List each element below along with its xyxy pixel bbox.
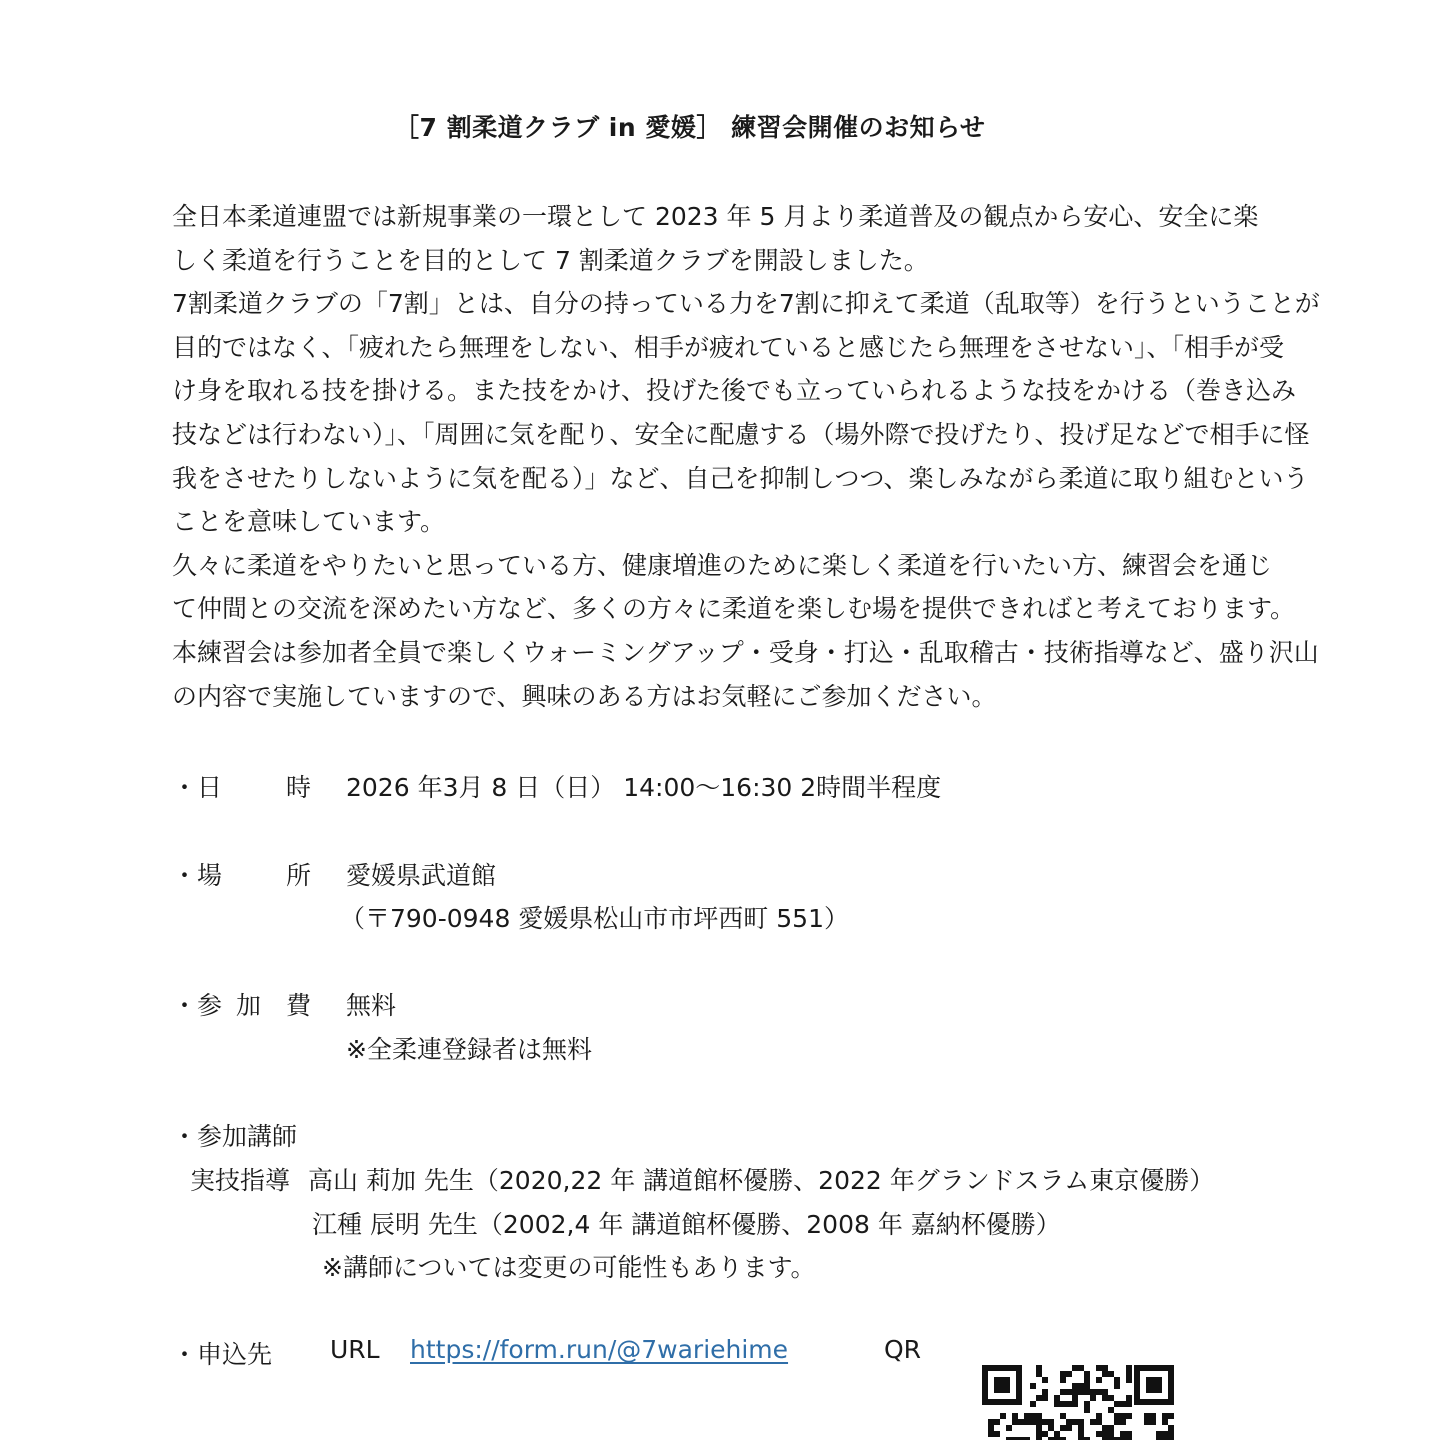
fee-label-part: 費 bbox=[286, 991, 312, 1020]
qr-module bbox=[1060, 1401, 1066, 1407]
qr-module bbox=[1144, 1419, 1150, 1425]
qr-module bbox=[1078, 1431, 1084, 1437]
apply-label: ・申込先 bbox=[172, 1340, 273, 1369]
qr-module bbox=[1066, 1389, 1072, 1395]
qr-module bbox=[1060, 1389, 1066, 1395]
qr-module bbox=[1102, 1371, 1108, 1377]
qr-module bbox=[994, 1419, 1000, 1425]
qr-module bbox=[1024, 1419, 1030, 1425]
qr-module bbox=[1036, 1413, 1042, 1419]
intro-line: 7割柔道クラブの「7割」とは、自分の持っている力を7割に抑えて柔道（乱取等）を行うということが bbox=[172, 289, 1320, 319]
qr-module bbox=[1090, 1395, 1096, 1401]
qr-module bbox=[1162, 1431, 1168, 1437]
intro-paragraph bbox=[172, 195, 1320, 718]
qr-module bbox=[1084, 1383, 1090, 1389]
qr-module bbox=[1060, 1377, 1066, 1383]
intro-line: しく柔道を行うことを目的として 7 割柔道クラブを開設しました。 bbox=[172, 245, 929, 275]
qr-module bbox=[1054, 1395, 1060, 1401]
qr-module bbox=[1054, 1401, 1060, 1407]
qr-module bbox=[1006, 1425, 1012, 1431]
qr-module bbox=[1126, 1371, 1132, 1377]
qr-module bbox=[1108, 1425, 1114, 1431]
venue-label-part: ・場 bbox=[172, 861, 223, 890]
datetime-value: 2026 年3月 8 日（日） 14:00～16:30 2時間半程度 bbox=[346, 773, 942, 802]
qr-module bbox=[994, 1431, 1000, 1437]
qr-module bbox=[1030, 1413, 1036, 1419]
qr-module bbox=[1126, 1365, 1132, 1371]
qr-label: QR bbox=[884, 1335, 922, 1364]
qr-module bbox=[1126, 1377, 1132, 1383]
qr-module bbox=[1036, 1365, 1042, 1371]
qr-module bbox=[1150, 1413, 1156, 1419]
instructor-item: 高山 莉加 先生（2020,22 年 講道館杯優勝、2022 年グランドスラム東京優勝） bbox=[308, 1166, 1215, 1195]
venue-name: 愛媛県武道館 bbox=[346, 861, 497, 890]
qr-module bbox=[1102, 1389, 1108, 1395]
qr-module bbox=[1120, 1413, 1126, 1419]
fee-value: 無料 bbox=[346, 991, 397, 1020]
qr-module bbox=[1042, 1377, 1048, 1383]
qr-module bbox=[1108, 1371, 1114, 1377]
intro-line: 我をさせたりしないように気を配る）」など、自己を抑制しつつ、楽しみながら柔道に取り組むという bbox=[172, 463, 1309, 493]
qr-module bbox=[1072, 1365, 1078, 1371]
qr-module bbox=[1108, 1395, 1114, 1401]
qr-module bbox=[1120, 1401, 1126, 1407]
qr-module bbox=[1072, 1383, 1078, 1389]
qr-module bbox=[1084, 1377, 1090, 1383]
qr-module bbox=[1126, 1401, 1132, 1407]
qr-module bbox=[1156, 1431, 1162, 1437]
qr-module bbox=[1102, 1365, 1108, 1371]
qr-module bbox=[1000, 1413, 1006, 1419]
qr-code[interactable] bbox=[980, 1363, 1176, 1440]
qr-module bbox=[1126, 1431, 1132, 1437]
qr-module bbox=[1096, 1413, 1102, 1419]
qr-module bbox=[988, 1431, 994, 1437]
qr-module bbox=[1108, 1407, 1114, 1413]
qr-module bbox=[1036, 1395, 1042, 1401]
intro-line: て仲間との交流を深めたい方など、多くの方々に柔道を楽しむ場を提供できればと考えております。 bbox=[172, 594, 1296, 624]
qr-module bbox=[1126, 1395, 1132, 1401]
venue-label-part: 所 bbox=[286, 861, 312, 890]
qr-module bbox=[1144, 1413, 1150, 1419]
qr-module bbox=[1096, 1419, 1102, 1425]
application-url-link[interactable]: https://form.run/@7wariehime bbox=[410, 1335, 789, 1364]
qr-module bbox=[1036, 1431, 1042, 1437]
qr-module bbox=[1108, 1431, 1114, 1437]
qr-module bbox=[1060, 1413, 1066, 1419]
qr-module bbox=[1150, 1419, 1156, 1425]
qr-module bbox=[1096, 1389, 1102, 1395]
qr-module bbox=[1114, 1377, 1120, 1383]
datetime-label-part: 時 bbox=[286, 773, 312, 802]
qr-module bbox=[1078, 1383, 1084, 1389]
qr-module bbox=[1042, 1395, 1048, 1401]
qr-module bbox=[1060, 1371, 1066, 1377]
qr-module bbox=[1030, 1401, 1036, 1407]
qr-module bbox=[1102, 1395, 1108, 1401]
qr-module bbox=[1072, 1419, 1078, 1425]
instructor-item: 江種 辰明 先生（2002,4 年 講道館杯優勝、2008 年 嘉納杯優勝） bbox=[312, 1210, 1061, 1239]
qr-module bbox=[1030, 1383, 1036, 1389]
qr-module bbox=[1066, 1401, 1072, 1407]
qr-module bbox=[1114, 1383, 1120, 1389]
qr-module bbox=[1114, 1401, 1120, 1407]
fee-note: ※全柔連登録者は無料 bbox=[346, 1035, 592, 1064]
fee-label-part: 加 bbox=[236, 991, 262, 1020]
qr-module bbox=[988, 1425, 994, 1431]
qr-module bbox=[1060, 1425, 1066, 1431]
qr-module bbox=[1102, 1425, 1108, 1431]
qr-module bbox=[1162, 1419, 1168, 1425]
qr-module bbox=[1012, 1419, 1018, 1425]
qr-module bbox=[1012, 1413, 1018, 1419]
qr-module bbox=[1072, 1395, 1078, 1401]
instructors-role: 実技指導 bbox=[190, 1166, 291, 1195]
intro-line: の内容で実施していますので、興味のある方はお気軽にご参加ください。 bbox=[172, 681, 997, 711]
qr-module bbox=[1048, 1425, 1054, 1431]
instructors-label: ・参加講師 bbox=[172, 1122, 298, 1151]
url-label: URL bbox=[330, 1335, 380, 1364]
qr-module bbox=[1078, 1419, 1084, 1425]
qr-module bbox=[1072, 1401, 1078, 1407]
qr-module bbox=[1024, 1413, 1030, 1419]
qr-module bbox=[1078, 1365, 1084, 1371]
qr-module bbox=[1018, 1419, 1024, 1425]
qr-module bbox=[1036, 1371, 1042, 1377]
qr-module bbox=[1162, 1413, 1168, 1419]
fee-label-part: ・参 bbox=[172, 991, 223, 1020]
qr-module bbox=[1084, 1407, 1090, 1413]
qr-module bbox=[1096, 1431, 1102, 1437]
instructors-note: ※講師については変更の可能性もあります。 bbox=[322, 1253, 816, 1282]
venue-address: （〒790-0948 愛媛県松山市市坪西町 551） bbox=[340, 904, 849, 933]
qr-module bbox=[1168, 1413, 1174, 1419]
intro-line: 全日本柔道連盟では新規事業の一環として 2023 年 5 月より柔道普及の観点から安心、安全に楽 bbox=[172, 202, 1259, 231]
qr-module bbox=[1066, 1371, 1072, 1377]
qr-module bbox=[1084, 1401, 1090, 1407]
qr-module bbox=[1120, 1419, 1126, 1425]
qr-module bbox=[1066, 1419, 1072, 1425]
qr-module bbox=[1090, 1389, 1096, 1395]
qr-module bbox=[1078, 1389, 1084, 1395]
page-title: ［7 割柔道クラブ in 愛媛］ 練習会開催のお知らせ bbox=[394, 113, 986, 142]
intro-line: 本練習会は参加者全員で楽しくウォーミングアップ・受身・打込・乱取稽古・技術指導など、盛り沢山 bbox=[172, 637, 1319, 667]
intro-line: け身を取れる技を掛ける。また技をかけ、投げた後でも立っていられるような技をかける（巻き込み bbox=[172, 376, 1297, 406]
qr-module bbox=[1066, 1425, 1072, 1431]
qr-module bbox=[1072, 1389, 1078, 1395]
qr-module bbox=[1114, 1419, 1120, 1425]
intro-line: 目的ではなく、「疲れたら無理をしない、相手が疲れていると感じたら無理をさせない」、「相手が受 bbox=[172, 332, 1285, 362]
qr-code-graphic bbox=[980, 1363, 1176, 1440]
intro-line: ことを意味しています。 bbox=[172, 507, 446, 537]
qr-module bbox=[1054, 1431, 1060, 1437]
qr-module bbox=[988, 1419, 994, 1425]
qr-module bbox=[1120, 1431, 1126, 1437]
datetime-label-part: ・日 bbox=[172, 773, 223, 802]
qr-module bbox=[1042, 1389, 1048, 1395]
qr-module bbox=[1030, 1419, 1036, 1425]
qr-module bbox=[1036, 1425, 1042, 1431]
qr-module bbox=[1078, 1425, 1084, 1431]
qr-module bbox=[1096, 1377, 1102, 1383]
intro-line: 技などは行わない）」、「周囲に気を配り、安全に配慮する（場外際で投げたり、投げ足などで相手に怪 bbox=[172, 419, 1310, 449]
qr-module bbox=[1102, 1431, 1108, 1437]
qr-module bbox=[1084, 1389, 1090, 1395]
qr-module bbox=[1168, 1425, 1174, 1431]
qr-module bbox=[1090, 1419, 1096, 1425]
qr-module bbox=[1114, 1413, 1120, 1419]
qr-module bbox=[1048, 1419, 1054, 1425]
qr-module bbox=[1096, 1365, 1102, 1371]
qr-module bbox=[1126, 1413, 1132, 1419]
qr-module bbox=[1084, 1371, 1090, 1377]
qr-module bbox=[1168, 1431, 1174, 1437]
qr-module bbox=[1036, 1419, 1042, 1425]
qr-module bbox=[1042, 1419, 1048, 1425]
qr-module bbox=[1042, 1431, 1048, 1437]
intro-line: 久々に柔道をやりたいと思っている方、健康増進のために楽しく柔道を行いたい方、練習会を通じ bbox=[172, 550, 1273, 580]
